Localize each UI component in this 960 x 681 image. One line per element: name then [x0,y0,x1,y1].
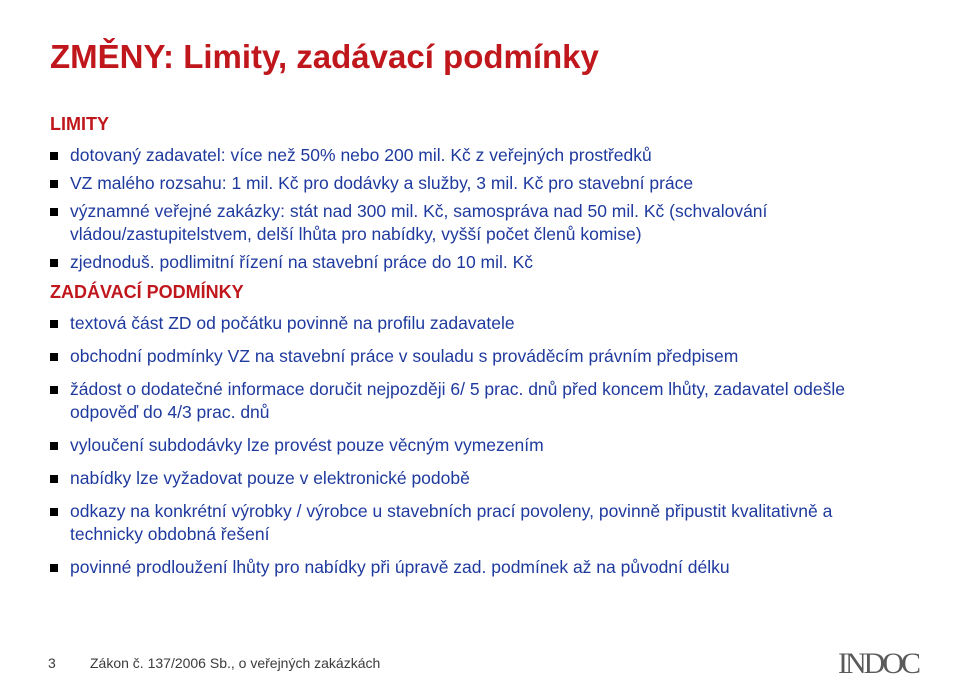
page-number: 3 [48,655,56,671]
list-item-text: odkazy na konkrétní výrobky / výrobce u stavebních prací povoleny, povinně připustit kvalitativně a technicky obdobná řešení [70,501,833,544]
square-bullet-icon [50,320,58,328]
list-item [50,144,910,167]
list-item [50,434,910,457]
list-item-text: vyloučení subdodávky lze provést pouze věcným vymezením [70,435,544,455]
square-bullet-icon [50,152,58,160]
list-item-text: VZ malého rozsahu: 1 mil. Kč pro dodávky a služby, 3 mil. Kč pro stavební práce [70,173,694,193]
square-bullet-icon [50,180,58,188]
list-item [50,172,910,195]
square-bullet-icon [50,386,58,394]
list-item [50,500,910,546]
limity-list [50,144,910,274]
list-item [50,467,910,490]
square-bullet-icon [50,564,58,572]
list-item [50,200,910,246]
square-bullet-icon [50,353,58,361]
zadavaci-list [50,312,910,579]
list-item [50,251,910,274]
list-item-text: významné veřejné zakázky: stát nad 300 mil. Kč, samospráva nad 50 mil. Kč (schvalování vládou/zastupitelstvem, delší lhůta pro nabídky, vyšší počet členů komise) [70,201,768,244]
list-item-text: textová část ZD od počátku povinně na profilu zadavatele [70,313,515,333]
zadavaci-heading: ZADÁVACÍ PODMÍNKY [50,282,244,302]
indoc-logo: INDOC [838,647,918,680]
list-item-text: nabídky lze vyžadovat pouze v elektronické podobě [70,468,470,488]
slide-content [50,112,910,579]
list-item-text: zjednoduš. podlimitní řízení na stavební práce do 10 mil. Kč [70,252,534,272]
list-item [50,312,910,335]
square-bullet-icon [50,208,58,216]
square-bullet-icon [50,475,58,483]
list-item-text: povinné prodloužení lhůty pro nabídky při úpravě zad. podmínek až na původní délku [70,557,730,577]
slide-footer [0,647,960,680]
list-item-text: žádost o dodatečné informace doručit nejpozději 6/ 5 prac. dnů před koncem lhůty, zadavatel odešle odpověď do 4/3 prac. dnů [70,379,846,422]
list-item [50,556,910,579]
slide-title: ZMĚNY: Limity, zadávací podmínky [50,38,599,75]
square-bullet-icon [50,508,58,516]
list-item [50,378,910,424]
square-bullet-icon [50,442,58,450]
list-item [50,345,910,368]
list-item-text: dotovaný zadavatel: více než 50% nebo 200 mil. Kč z veřejných prostředků [70,145,652,165]
square-bullet-icon [50,259,58,267]
limity-heading: LIMITY [50,114,109,134]
list-item-text: obchodní podmínky VZ na stavební práce v souladu s prováděcím právním předpisem [70,346,739,366]
footer-source: Zákon č. 137/2006 Sb., o veřejných zakázkách [90,655,381,671]
